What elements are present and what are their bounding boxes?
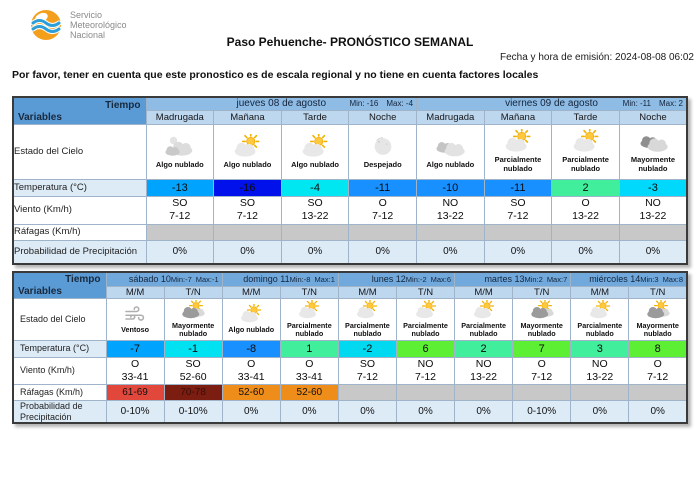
sky-icon-holder [353,300,381,321]
sky-label: Parcialmente nublado [494,155,542,173]
moon-icon [366,134,400,160]
precip-cell: 0% [396,400,454,423]
wind-icon [121,304,149,325]
row-label-temp: Temperatura (°C) [13,340,106,357]
wind-direction: NO [591,357,608,370]
gust-cell [513,384,571,400]
row-label-wind: Viento (Km/h) [13,196,146,224]
wind-cell [619,196,687,224]
sky-icon-holder [295,300,323,321]
sky-cell [280,298,338,340]
period-header: M/M [455,286,513,298]
temp-cell: 6 [396,340,454,357]
day-min: Min:-8 [289,274,311,284]
sky-label: Algo nublado [291,159,340,169]
sun-cloud-icon [298,134,332,160]
cloud-dark-icon [636,129,670,155]
gust-cell: 52-60 [280,384,338,400]
temp-cell: 1 [280,340,338,357]
sky-icon-holder [528,300,556,321]
wind-direction: SO [510,196,526,209]
sky-cell [222,298,280,340]
temp-cell: 8 [629,340,687,357]
wind-speed: 52-60 [179,370,207,383]
day-name: sábado 10 [128,274,171,285]
wind-cell [513,357,571,384]
wind-direction: SO [239,196,256,209]
cloud-moon-icon [163,134,197,160]
sky-cell [338,298,396,340]
sky-icon-holder [433,134,467,160]
temp-cell: -1 [164,340,222,357]
sky-cell [619,124,687,179]
gust-cell [146,224,214,240]
sun-cloud-icon [353,300,381,321]
temp-cell: -2 [338,340,396,357]
sky-label: Parcialmente nublado [286,320,332,338]
wind-speed: 33-41 [237,370,265,383]
temp-cell: -8 [222,340,280,357]
corner-header-cell [13,97,146,124]
wind-direction: NO [442,196,459,209]
temp-cell: 2 [552,179,620,196]
day-max: Max: -4 [386,99,414,109]
day-name: lunes 12 [371,274,406,285]
period-header: Mañana [214,110,282,124]
sky-cell [552,124,620,179]
sky-icon-holder [121,304,149,325]
wind-direction: O [130,357,140,370]
sky-label: Parcialmente nublado [461,320,506,338]
sky-label: Parcialmente nublado [562,155,609,173]
sky-cell [164,298,222,340]
wind-direction: O [537,357,546,370]
corner-header-cell [13,272,106,298]
period-header: Noche [349,110,417,124]
gust-cell [484,224,552,240]
sky-cell [349,124,417,179]
wind-direction: NO [645,196,661,209]
precip-cell: 0-10% [513,400,571,423]
sun-cloud-icon [470,300,498,321]
sky-label: Parcialmente nublado [345,320,390,338]
sky-cell [629,298,687,340]
wind-direction: NO [417,357,434,370]
wind-speed: 7-12 [356,370,378,383]
wind-cell [417,196,485,224]
sun-cloud-icon [586,300,614,321]
row-label-precip: Probabilidad de Precipitación [13,400,106,423]
day-header [338,272,454,286]
sun-cloud-icon [237,304,265,325]
precip-cell: 0% [552,240,620,264]
wind-direction: O [653,357,662,370]
sky-label: Mayormente nublado [630,155,676,173]
wind-speed: 7-12 [507,210,529,222]
sky-icon-holder [366,134,400,160]
sky-cell [455,298,513,340]
day-max: Max:8 [662,274,683,284]
temp-cell: -3 [619,179,687,196]
temp-cell: -11 [484,179,552,196]
gust-cell [571,384,629,400]
wind-cell [338,357,396,384]
day-header [571,272,687,286]
precip-cell: 0% [484,240,552,264]
day-min: Min:-7 [170,274,192,284]
sky-label: Parcialmente nublado [403,320,448,338]
day-max: Max: 2 [658,99,683,109]
sun-cloud-icon [569,129,603,155]
sky-label: Despejado [363,159,402,169]
day-header [222,272,338,286]
sky-label: Algo nublado [155,159,204,169]
day-min: Min:2 [524,274,543,284]
sky-cell [417,124,485,179]
sky-cell [214,124,282,179]
sky-label: Algo nublado [426,159,475,169]
tiempo-header: Tiempo [65,274,101,286]
sun-cloud-icon [501,129,535,155]
temp-cell: -10 [417,179,485,196]
row-label-wind: Viento (Km/h) [13,357,106,384]
day-name: domingo 11 [243,274,290,285]
sky-label: Mayormente nublado [520,320,563,338]
precip-cell: 0% [571,400,629,423]
period-header: Mañana [484,110,552,124]
day-max: Max:7 [546,274,568,284]
wind-cell [214,196,282,224]
day-header [455,272,571,286]
sky-label: Ventoso [121,324,150,334]
clouds-icon [433,134,467,160]
sun-cloud-icon [230,134,264,160]
sun-cloud-icon [295,300,323,321]
sky-icon-holder [569,129,603,155]
gust-cell: 52-60 [222,384,280,400]
wind-cell [106,357,164,384]
table1-grid [12,96,688,265]
day-name: martes 13 [484,274,525,285]
temp-cell: -4 [281,179,349,196]
gust-cell [629,384,687,400]
wind-cell [281,196,349,224]
period-header: T/N [280,286,338,298]
sky-label: Mayormente nublado [171,320,215,338]
wind-speed: 13-22 [436,210,464,222]
sky-icon-holder [237,304,265,325]
wind-speed: 13-22 [301,210,329,222]
day-max: Max:-1 [195,274,219,284]
sky-icon-holder [163,134,197,160]
precip-cell: 0% [214,240,282,264]
day-max: Max:1 [314,274,335,284]
temp-cell: -7 [106,340,164,357]
wind-speed: 7-12 [647,370,669,383]
period-header: Madrugada [146,110,214,124]
gust-cell: 61-69 [106,384,164,400]
wind-cell [571,357,629,384]
temp-cell: -13 [146,179,214,196]
sun-cloud-dark-icon [528,300,556,321]
gust-cell [349,224,417,240]
row-label-sky: Estado del Cielo [13,298,106,340]
precip-cell: 0% [619,240,687,264]
wind-direction: SO [172,196,188,209]
sky-icon-holder [644,300,672,321]
period-header: T/N [164,286,222,298]
wind-cell [629,357,687,384]
precip-cell: 0-10% [106,400,164,423]
gust-cell [417,224,485,240]
wind-speed: 7-12 [415,370,437,383]
day-max: Max:6 [430,274,452,284]
period-header: Madrugada [417,110,485,124]
wind-speed: 33-41 [121,370,149,383]
period-header: M/M [571,286,629,298]
sky-icon-holder [179,300,207,321]
wind-cell [280,357,338,384]
variables-header: Variables [18,286,62,298]
period-header: Tarde [281,110,349,124]
sky-cell [484,124,552,179]
period-header: M/M [106,286,164,298]
gust-cell [281,224,349,240]
forecast-table-days-3-7 [12,271,688,424]
wind-speed: 7-12 [531,370,553,383]
sky-label: Algo nublado [223,159,272,169]
wind-direction: O [378,196,387,209]
wind-speed: 7-12 [236,210,258,222]
sky-label: Algo nublado [228,324,275,334]
wind-cell [455,357,513,384]
day-header [106,272,222,286]
precip-cell: 0% [338,400,396,423]
gust-cell [455,384,513,400]
temp-cell: -11 [349,179,417,196]
temp-cell: 2 [455,340,513,357]
row-label-gusts: Ráfagas (Km/h) [13,384,106,400]
sun-cloud-dark-icon [644,300,672,321]
precip-cell: 0% [629,400,687,423]
row-label-precip: Probabilidad de Precipitación [13,240,146,264]
gust-cell [396,384,454,400]
gust-cell [619,224,687,240]
wind-direction: SO [307,196,323,209]
wind-speed: 13-22 [470,370,498,383]
period-header: T/N [513,286,571,298]
period-header: Tarde [552,110,620,124]
sky-cell [513,298,571,340]
wind-direction: NO [475,357,492,370]
period-header: T/N [396,286,454,298]
day-min: Min: -16 [349,99,379,109]
temp-cell: -16 [214,179,282,196]
day-name: jueves 08 de agosto [236,98,327,110]
day-header [417,97,688,110]
logo-line-2: Meteorológico [70,19,127,30]
tiempo-header: Tiempo [105,99,141,111]
day-min: Min:-2 [405,274,427,284]
sky-icon-holder [636,129,670,155]
table2-grid [12,271,688,424]
gust-cell [552,224,620,240]
sky-icon-holder [501,129,535,155]
sky-icon-holder [586,300,614,321]
sky-icon-holder [470,300,498,321]
variables-header: Variables [18,111,62,123]
wind-direction: SO [359,357,375,370]
day-name: viernes 09 de agosto [505,98,598,110]
sky-icon-holder [298,134,332,160]
sky-cell [396,298,454,340]
precip-cell: 0% [222,400,280,423]
precip-cell: 0% [455,400,513,423]
day-min: Min:3 [640,274,659,284]
gust-cell [338,384,396,400]
regional-scale-notice: Por favor, tener en cuenta que este pronostico es de escala regional y no tiene en cuenta factores locales [12,69,539,81]
sky-label: Parcialmente nublado [577,320,623,338]
sun-cloud-dark-icon [179,300,207,321]
wind-speed: 7-12 [372,210,394,222]
wind-direction: SO [185,357,201,370]
wind-cell [222,357,280,384]
sky-cell [146,124,214,179]
day-name: miércoles 14 [589,274,641,285]
wind-speed: 13-22 [572,210,599,222]
wind-cell [146,196,214,224]
forecast-table-days-1-2 [12,96,688,265]
gust-cell [214,224,282,240]
precip-cell: 0% [281,240,349,264]
gust-cell: 70-78 [164,384,222,400]
page-title: Paso Pehuenche- PRONÓSTICO SEMANAL [226,35,474,49]
precip-cell: 0% [280,400,338,423]
precip-cell: 0% [146,240,214,264]
precip-cell: 0% [349,240,417,264]
temp-cell: 7 [513,340,571,357]
day-header [146,97,417,110]
precip-cell: 0% [417,240,485,264]
row-label-sky: Estado del Cielo [13,124,146,179]
temp-cell: 3 [571,340,629,357]
wind-cell [396,357,454,384]
wind-cell [349,196,417,224]
period-header: T/N [629,286,687,298]
day-min: Min: -11 [622,99,651,109]
row-label-gusts: Ráfagas (Km/h) [13,224,146,240]
wind-speed: 7-12 [169,210,191,222]
sun-cloud-icon [412,300,440,321]
wind-direction: O [305,357,314,370]
wind-cell [484,196,552,224]
sky-cell [106,298,164,340]
sky-icon-holder [412,300,440,321]
sky-cell [571,298,629,340]
emission-datetime: Fecha y hora de emisión: 2024-08-08 06:02 [499,52,694,63]
wind-speed: 13-22 [586,370,614,383]
wind-speed: 33-41 [295,370,323,383]
wind-cell [164,357,222,384]
period-header: M/M [338,286,396,298]
wind-direction: O [247,357,256,370]
wind-cell [552,196,620,224]
row-label-temp: Temperatura (°C) [13,179,146,196]
logo-line-1: Servicio [70,9,103,20]
logo-line-3: Nacional [70,30,106,41]
sky-label: Mayormente nublado [636,320,679,338]
sky-cell [281,124,349,179]
period-header: M/M [222,286,280,298]
sky-icon-holder [230,134,264,160]
period-header: Noche [619,110,687,124]
wind-speed: 13-22 [639,210,667,222]
precip-cell: 0-10% [164,400,222,423]
wind-direction: O [581,196,590,209]
